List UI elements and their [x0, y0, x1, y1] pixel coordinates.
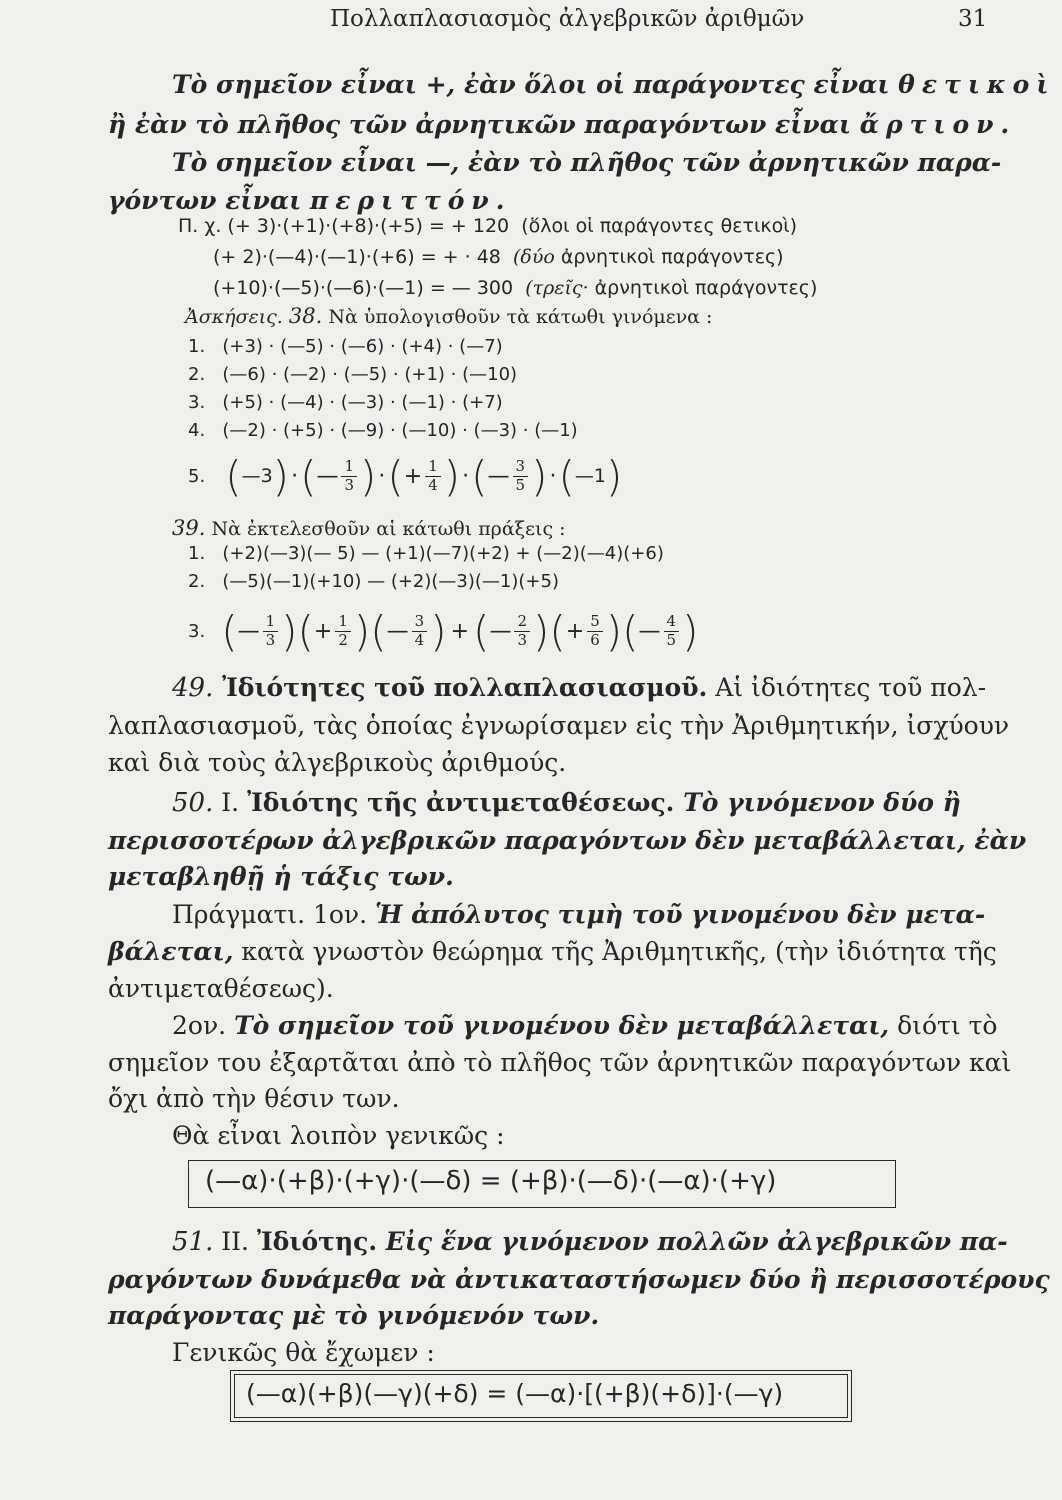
exercise-38-item-4: 4. (—2) · (+5) · (—9) · (—10) · (—3) · (—1) — [188, 420, 578, 441]
section-49-line-2: λαπλασιασμοῦ, τὰς ὁποίας ἐγνωρίσαμεν εἰς τὴν Ἀριθμητικήν, ἰσχύουν — [108, 711, 1010, 740]
section-50-general: Θὰ εἶναι λοιπὸν γενικῶς : — [172, 1121, 505, 1150]
section-50-line-3: μεταβληθῇ ἡ τάξις των. — [108, 862, 454, 891]
section-50-line-1: 50. Ι. Ἰδιότης τῆς ἀντιμεταθέσεως. Τὸ γινόμενον δύο ἢ — [172, 788, 961, 818]
section-49-line-3: καὶ διὰ τοὺς ἀλγεβρικοὺς ἀριθμούς. — [108, 748, 567, 777]
exercise-39-item-2: 2. (—5)(—1)(+10) — (+2)(—3)(—1)(+5) — [188, 571, 559, 592]
section-50-proof-5: σημεῖον του ἐξαρτᾶται ἀπὸ τὸ πλῆθος τῶν ἀρνητικῶν παραγόντων καὶ — [108, 1048, 1012, 1077]
section-51-line-1: 51. ΙΙ. Ἰδιότης. Εἰς ἕνα γινόμενον πολλῶν ἀλγεβρικῶν πα- — [172, 1227, 1008, 1257]
exercise-38-item-3: 3. (+5) · (—4) · (—3) · (—1) · (+7) — [188, 392, 503, 413]
section-50-proof-2: βάλεται, κατὰ γνωστὸν θεώρημα τῆς Ἀριθμητικῆς, (τὴν ἰδιότητα τῆς — [108, 937, 997, 966]
section-51-general: Γενικῶς θὰ ἔχωμεν : — [172, 1338, 435, 1367]
exercise-38-heading: Ἀσκήσεις. 38. Νὰ ὑπολογισθοῦν τὰ κάτωθι γινόμενα : — [185, 304, 713, 328]
sign-rule-line-3: Τὸ σημεῖον εἶναι —, ἐὰν τὸ πλῆθος τῶν ἀρνητικῶν παρα- — [172, 148, 1002, 177]
sign-rule-line-4: γόντων εἶναι περιττόν. — [108, 186, 512, 215]
example-3: (+10)·(—5)·(—6)·(—1) = — 300 (τρεῖς· ἀρνητικοὶ παράγοντες) — [213, 277, 818, 299]
example-2: (+ 2)·(—4)·(—1)·(+6) = + · 48 (δύο ἀρνητικοὶ παράγοντες) — [213, 246, 784, 268]
exercise-39-item-3: 3. ( — $\frac{1}{3}$ ) ( + $\frac{1}{2}$ ) ( — $\frac{3}{4}$ ) + ( — $\frac{2}{3}$ ) ( + $\frac{5}{6}$ ) ( — $\frac{4}{5}$ ) — [188, 606, 699, 656]
section-50-proof-4: 2ον. Τὸ σημεῖον τοῦ γινομένου δὲν μεταβάλλεται, διότι τὸ — [172, 1011, 998, 1040]
exercise-39-item-1: 1. (+2)(—3)(— 5) — (+1)(—7)(+2) + (—2)(—4)(+6) — [188, 543, 664, 564]
section-50-proof-6: ὄχι ἀπὸ τὴν θέσιν των. — [108, 1084, 400, 1113]
associative-formula: (—α)(+β)(—γ)(+δ) = (—α)·[(+β)(+δ)]·(—γ) — [246, 1379, 784, 1408]
section-50-proof-3: ἀντιμεταθέσεως). — [108, 974, 334, 1003]
sign-rule-line-1: Τὸ σημεῖον εἶναι +, ἐὰν ὅλοι οἱ παράγοντες εἶναι θετικοὶ — [172, 70, 1056, 99]
page-number: 31 — [958, 6, 988, 32]
section-49-line-1: 49. Ἰδιότητες τοῦ πολλαπλασιασμοῦ. Αἱ ἰδιότητες τοῦ πολ- — [172, 673, 987, 703]
commutative-formula: (—α)·(+β)·(+γ)·(—δ) = (+β)·(—δ)·(—α)·(+γ) — [205, 1166, 777, 1196]
section-51-line-3: παράγοντας μὲ τὸ γινόμενόν των. — [108, 1301, 600, 1330]
exercise-39-heading: 39. Νὰ ἐκτελεσθοῦν αἱ κάτωθι πράξεις : — [172, 516, 566, 540]
section-50-proof-1: Πράγματι. 1ον. Ἡ ἀπόλυτος τιμὴ τοῦ γινομένου δὲν μετα- — [172, 900, 986, 929]
exercise-38-item-1: 1. (+3) · (—5) · (—6) · (+4) · (—7) — [188, 336, 503, 357]
section-51-line-2: ραγόντων δυνάμεθα νὰ ἀντικαταστήσωμεν δύο ἢ περισσοτέρους — [108, 1265, 1050, 1294]
exercise-38-item-5: 5. ( —3 ) · ( — $\frac{1}{3}$ ) · ( + $\frac{1}{4}$ ) · ( — $\frac{3}{5}$ ) · ( —1 ) — [188, 451, 623, 501]
section-50-line-2: περισσοτέρων ἀλγεβρικῶν παραγόντων δὲν μεταβάλλεται, ἐὰν — [108, 826, 1027, 855]
example-1: Π. χ. (+ 3)·(+1)·(+8)·(+5) = + 120 (ὅλοι οἱ παράγοντες θετικοὶ) — [178, 215, 798, 237]
sign-rule-line-2: ἢ ἐὰν τὸ πλῆθος τῶν ἀρνητικῶν παραγόντων εἶναι ἄρτιον. — [108, 110, 1017, 139]
running-header: Πολλαπλασιασμὸς ἀλγεβρικῶν ἀριθμῶν — [330, 6, 805, 32]
exercise-38-item-2: 2. (—6) · (—2) · (—5) · (+1) · (—10) — [188, 364, 518, 385]
